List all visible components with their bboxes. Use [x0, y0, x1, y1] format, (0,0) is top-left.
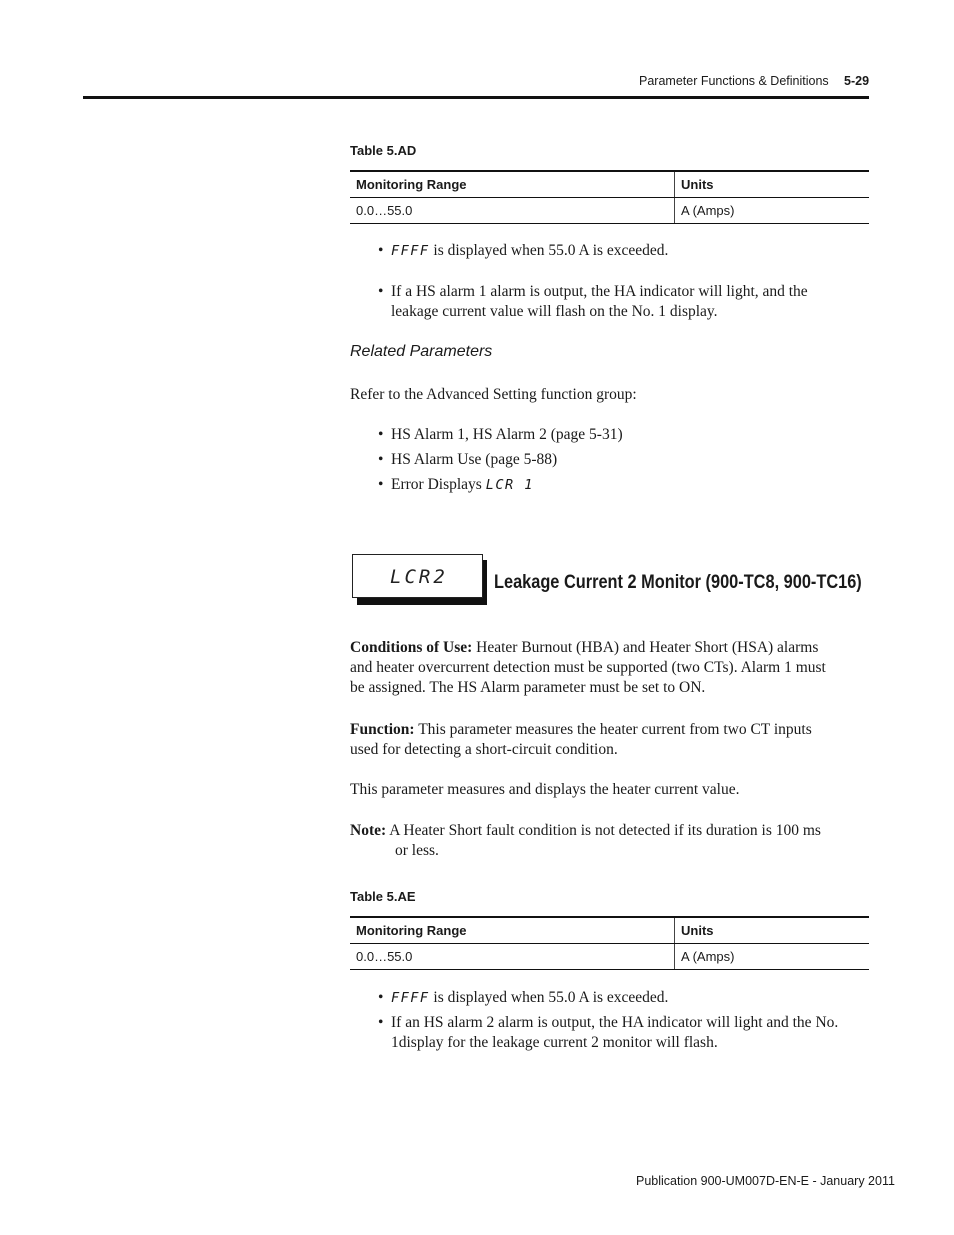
cell-monitoring-range: 0.0…55.0 [350, 198, 675, 224]
function-text: used for detecting a short-circuit condition. [350, 741, 618, 758]
bullet-text: is displayed when 55.0 A is exceeded. [433, 242, 669, 259]
table-ad [350, 170, 869, 224]
bullet-dot: • [378, 426, 384, 443]
cell-units: A (Amps) [675, 944, 870, 970]
function-label: Function: [350, 721, 415, 738]
related-item-text: Error Displays [391, 476, 482, 493]
cell-units: A (Amps) [675, 198, 870, 224]
note-paragraph [350, 821, 870, 861]
related-item-link[interactable]: HS Alarm 1, HS Alarm 2 (page 5-31) [391, 426, 623, 443]
related-intro: Refer to the Advanced Setting function group: [350, 386, 637, 403]
bullet-dot: • [378, 1014, 384, 1031]
bullet-dot: • [378, 283, 384, 300]
display-code: LCR2 [390, 566, 448, 588]
function-text: This parameter measures the heater current from two CT inputs [418, 721, 812, 738]
table-row [350, 944, 869, 970]
bullet-text-line: 1display for the leakage current 2 monitor will flash. [391, 1034, 718, 1051]
page-number: 5-29 [844, 74, 870, 88]
description-paragraph: This parameter measures and displays the heater current value. [350, 781, 740, 798]
table-header-row [350, 171, 869, 198]
section-title: Leakage Current 2 Monitor (900-TC8, 900-TC16) [494, 572, 862, 593]
running-header-section: Parameter Functions & Definitions [639, 74, 829, 88]
bullet-text-line: If an HS alarm 2 alarm is output, the HA indicator will light and the No. [391, 1014, 839, 1031]
bullet-dot: • [378, 989, 384, 1006]
bullet-dot: • [378, 242, 384, 259]
bullet-text-line: If a HS alarm 1 alarm is output, the HA indicator will light, and the [391, 283, 808, 300]
segment-display-code: LCR 1 [485, 477, 534, 493]
header-rule [83, 96, 869, 99]
table-ae [350, 916, 869, 970]
column-header-units: Units [675, 917, 870, 944]
note-label: Note: [350, 822, 387, 839]
related-item-link[interactable]: HS Alarm Use (page 5-88) [391, 451, 558, 468]
segment-display-code: FFFF [391, 243, 430, 259]
segment-display-code: FFFF [391, 990, 430, 1006]
table-ad-caption: Table 5.AD [350, 143, 417, 158]
bullet-dot: • [378, 476, 384, 493]
column-header-monitoring-range: Monitoring Range [350, 917, 675, 944]
conditions-text: and heater overcurrent detection must be supported (two CTs). Alarm 1 must [350, 659, 826, 676]
cell-monitoring-range: 0.0…55.0 [350, 944, 675, 970]
table-row [350, 198, 869, 224]
conditions-label: Conditions of Use: [350, 639, 473, 656]
conditions-text: Heater Burnout (HBA) and Heater Short (HSA) alarms [476, 639, 819, 656]
function-paragraph [350, 720, 870, 760]
footer-publication: Publication 900-UM007D-EN-E - January 2011 [636, 1174, 895, 1188]
conditions-text: be assigned. The HS Alarm parameter must be set to ON. [350, 679, 706, 696]
related-parameters-heading: Related Parameters [350, 343, 493, 360]
note-text: A Heater Short fault condition is not detected if its duration is 100 ms [389, 822, 821, 839]
bullet-text: is displayed when 55.0 A is exceeded. [433, 989, 669, 1006]
column-header-monitoring-range: Monitoring Range [350, 171, 675, 198]
conditions-paragraph [350, 638, 870, 698]
table-ae-caption: Table 5.AE [350, 889, 416, 904]
bullet-text-line: leakage current value will flash on the No. 1 display. [391, 303, 718, 320]
bullet-dot: • [378, 451, 384, 468]
column-header-units: Units [675, 171, 870, 198]
table-header-row [350, 917, 869, 944]
note-text: or less. [395, 842, 439, 859]
